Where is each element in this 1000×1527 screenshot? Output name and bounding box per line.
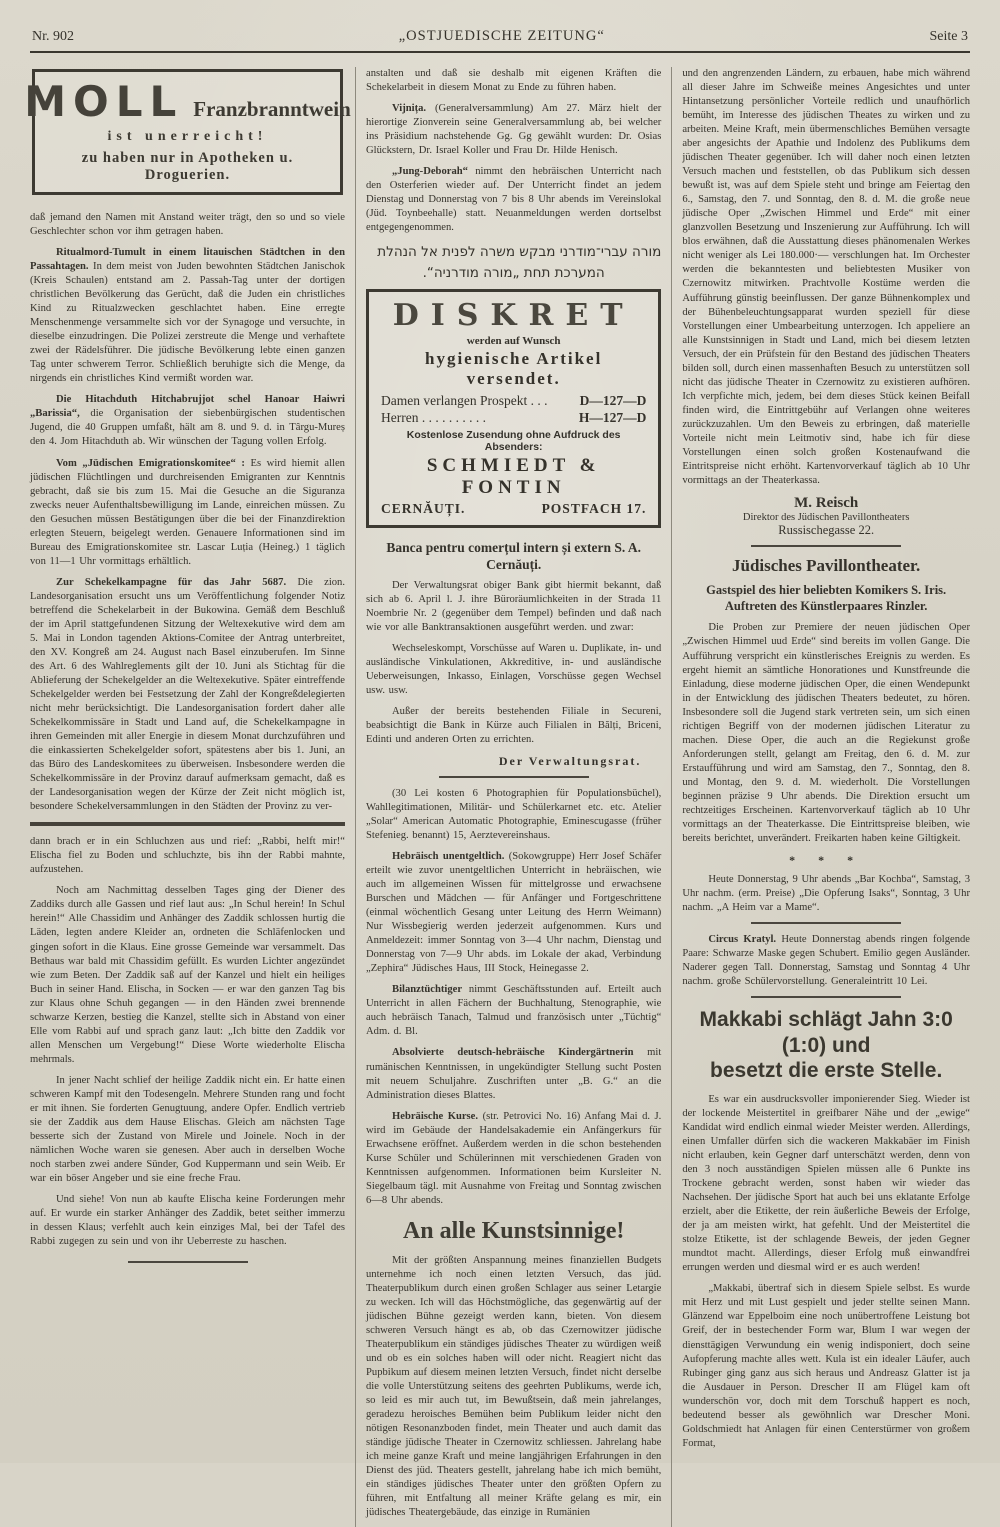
paragraph-lead: Zur Schekelkampagne für das Jahr 5687. (56, 576, 287, 588)
issue-number: Nr. 902 (32, 29, 74, 44)
paragraph-lead: Ritualmord-Tumult in einem litauischen Städtchen in den Passahtagen. (30, 247, 345, 273)
diskret-city: CERNĂUȚI. (381, 500, 466, 516)
paragraph-text: anstalten und daß sie deshalb mit eigenen Kräften die Schekelarbeit in diesem Monat zu Ende zu führen haben. (366, 68, 662, 94)
article-paragraph (30, 576, 345, 815)
moll-slogan: ist unerreicht! (107, 129, 268, 144)
sport-headline-line: Makkabi schlägt Jahn 3:0 (1:0) und (699, 1008, 953, 1057)
section-divider-rule (439, 776, 589, 778)
article-paragraph (30, 884, 345, 1066)
article-paragraph (682, 621, 970, 846)
section-divider-rule (751, 922, 901, 924)
signature-title: Direktor des Jüdischen Pavillontheaters (742, 511, 910, 523)
section-divider-rule (751, 545, 901, 547)
paragraph-text: „Makkabi, übertraf sich in diesem Spiele selbst. Es wurde mit Herz und mit Lust gespielt und jeder stellte seinen Mann. Glänzend war Eppelboim eine noch unübertroffene Leistung bot Greif, der in bestechender Form war, Blum I war wegen der diensttägigen Verwundung ein wenig indisponiert, doch seine Aufopferung machte alles wett. Kula ist ein idealer Läufer, auch Rubinger ging ganz aus sich heraus und Andreasz Glatter ist ja die Ausdauer in Person. Drescher II am Flügel kam oft wunderschön vor, doch mit dem Torschuß happert es noch, bedeutend besser als gewöhnlich war Drescher Moni. Goldschmiedt hat Anlagen für einen Centerstürmer von großem Format, (682, 1283, 970, 1449)
banca-heading-line: Cernăuți. (486, 556, 542, 572)
banca-heading-line: Banca pentru comerțul intern și extern S. A. (386, 539, 641, 555)
article-paragraph (366, 983, 661, 1039)
diskret-title: DISKRET (392, 297, 635, 333)
page-number: Seite 3 (929, 29, 968, 44)
article-paragraph (366, 1254, 661, 1521)
moll-availability: zu haben nur in Apotheken u. Droguerien. (81, 150, 294, 183)
paragraph-lead: Die Hitachduth Hitchabrujjot schel Hanoar Haiwri „Barissia“, (30, 394, 345, 420)
diskret-subtitle: werden auf Wunsch (466, 334, 561, 347)
diskret-note: Kostenlose Zusendung ohne Aufdruck des Absenders: (406, 428, 621, 453)
paragraph-lead: Vijnița. (392, 103, 427, 115)
article-paragraph (30, 211, 345, 239)
paragraph-text: Der Verwaltungsrat obiger Bank gibt hiermit bekannt, daß sich ab 6. April l. J. ihre Büroräumlichkeiten in der Strada 11 Noembrie Nr. 2 (gegenüber dem Tempel) befinden und daß nach wie vor alle Banktransaktionen ausgeführt werden. und zwar: (366, 579, 662, 633)
paragraph-text: (30 Lei kosten 6 Photographien für Populationsbüchel), Wahllegitimationen, Militär- und Schülerkarnet etc. etc. Atelier „Solar“ American Automatic Photographie, Eminescugasse (früher Stefenieg. benannt) 15, Aerztevereinshaus. (366, 787, 662, 842)
theater-subheading-line: Gastspiel des hier beliebten Komikers S. Iris. (706, 582, 947, 597)
paragraph-text: (Sokowgruppe) Herr Josef Schäfer erteilt wie zuvor unentgeltlichen Unterricht in hebräischen, wie auch im allgemeinen Wissen für mittelgrosse und erwachsene Burschen und Mädchen — für Anfänger und Fortgeschrittene (einmal wöchentlich Gesang unter Leitung des Herrn Weimann) Nur Wissbegierig werden jederzeit aufgenommen. Kurs und Anmeldezeit: immer Sonntag von 3—4 Uhr nachm, Dienstag und Donnerstag von 7—9 Uhr abds. im Lokale der akad, Verbindung „Zephira“ Jüdisches Haus, III Stock, Heinegasse 2. (366, 851, 662, 975)
star-separator: * * * (789, 852, 864, 867)
paragraph-text: mit rumänischen Kenntnissen, in ungekündigter Stellung sucht Posten mit neuem Schuljahre. Zuschriften unter „B. G.“ an die Administration dieses Blattes. (366, 1047, 662, 1101)
article-paragraph (366, 67, 661, 95)
paragraph-text: Es wird hiemit allen jüdischen Flüchtlingen und durchreisenden Emigranten zur Kenntnis gebracht, daß sie bis zum 15. Mai die Gesuche an die Siguranza zwecks neuer Aufenthaltsbewilligung im Lande, einreichen müssen. Zu den Gesuchen müssen Bestätigungen über die bei der Finanzdirektion erlegten Steuern, beigelegt werden. Genauere Informationen sind im Bureau des Emigrationskomitee str. Lascar Luția (Heineg.) 1 täglich von 11—1 Uhr vormittags erhältlich. (30, 457, 345, 567)
paragraph-text: nimmt den hebräischen Unterricht nach den Osterferien wieder auf. Der Unterricht findet an jedem Dienstag und Donnerstag von 7 bis 8 Uhr abends im Vereinslokal (Jüd. Toynbeehalle) statt. Neuanmeldungen werden dortselbst entgegengenommen. (366, 166, 662, 234)
article-paragraph (366, 1046, 661, 1102)
paragraph-text: In jener Nacht schlief der heilige Zaddik nicht ein. Er hatte einen schweren Kampf mit den Todesengeln. Mehrere Stunden rang und focht er mit ihnen. Sie forderten Genugtuung, andere Opfer. Endlich vertrieb sie der Zaddik aus dem Hause Elischas. Gleich am nächsten Tage besserte sich der Zustand von Mirele und Joinele. Noch in der nämlichen Woche waren sie genesen. Aber auch in derselben Woche noch starben zwei andere Sünder, God Kuppermann und sein Weib. Er war ein böser Angeber und sie eine freche Frau. (30, 1074, 345, 1184)
paragraph-text: Noch am Nachmittag desselben Tages ging der Diener des Zaddiks durch alle Gassen und rief laut aus: „In Schul herein! In Schul herein!“ Alle Chassidim und Anhänger des Zaddik schlossen hurtig die Läden, legten andere Kleider an, ordneten die Schläfenlocken und gingen sofort in die Klaus. Eine grosse Gemeinde war versammelt. Das Bethaus war bald mit Chassidim gefüllt. Es wurden Lichter angezündet wie zum Beten. Der Zaddik saß auf der Kanzel und hielt ein heiliges Buch in seiner Hand. Elischa, in Socken — er war den ganzen Tag bis zur Klaus ohne Schuh gegangen — in den Händen zwei brennende schwarze Kerzen, bestieg die Kanzel, stellte sich in Abstand von einer Elle vom Rabbi auf und sprach ganz laut: „Ich bitte den Zaddik vor allen Menschen um Vergebung!“ Diese Worte wiederholte Elischa mehrmals. (30, 885, 345, 1065)
paragraph-text: Es war ein ausdrucksvoller imponierender Sieg. Wieder ist der lockende Meistertitel in greifbarer Nähe und der „ewige“ Kandidat wird endlich einmal wieder Meister werden. Allerdings, einen Umfaller dürfen sich die wackeren Makkabäer im Finish nicht erlauben, kein Gegner darf unterschätzt werden, denn von den 3 noch ausständigen Spielen müssen alle 6 Punkte ins Trockene gebracht werden, sonst haben wir wieder das Nachsehen. Der jüdische Sport hat auch bei uns eklatante Erfolge erzielt, aber die Etikette, der rein äußerliche Beweis der Erfolge, der ja am meisten wirkt, hat gefehlt. Und der Meistertitel die stolze Etikette, ist der schlagende Beweis, der jeden Gegner mundtot macht. Allerdings, dieser Erfolg muß einwandfrei errungen werden und diesmal wird er es auch werden! (682, 1093, 970, 1274)
masthead (30, 28, 970, 51)
diskret-pobox: POSTFACH 17. (541, 500, 647, 516)
article-paragraph (366, 850, 661, 976)
story-end-rule (128, 1261, 248, 1263)
paragraph-text: Die zion. Landesorganisation ersucht uns um Veröffentlichung folgender Notiz betreffend die Schekelarbeit in der Bukowina. Gemäß dem Beschluß der im April stattgefundenen Sitzung der Weltexekutive wird dem am 5. Mai in London tagenden Aktions-Comitee der Antrag unterbreitet, den XV. Kongreß am 24. August nach Basel einzuberufen. Im Sinne des Art. 6 des Wahlreglements gilt der 10. Juni als Stichtag für die Ablieferung der Schekelgelder an die Weltexekutive. Später eintreffende Schekelgelder werden bei Festsetzung der Zahl der Kongreßdelegierten nicht mehr berücksichtigt. Die Landesorganisation fordert daher alle Schekelkommissäre in Stadt und Land auf, die Schekelkampagne in ihren Gemeinden mit aller Energie in diesem Monat durchzuführen und die einkassierten Schekelgelder sofort, spätestens aber bis 1. Juni, an das Büro des Landeskomitees zu überweisen. Insbesondere werden die Schekelkommissäre in der Provinz darauf aufmerksam gemacht, daß es der Landesorganisation wegen der Kürze der Zeit nicht möglich ist, besondere Schekelversammlungen in den Städten der Provinz zu ver- (30, 576, 345, 813)
hebrew-line: מורה עברי־מודרני מבקש משרה לפנית אל הנהלת (377, 244, 662, 261)
theater-section-heading: Jüdisches Pavillontheater. (732, 555, 921, 575)
paragraph-text: nimmt Geschäftsstunden auf. Erteilt auch Unterricht in allen Fächern der Buchhaltung, Stenographie, wie auch hebräisch Tanach, Talmud und französisch unter „Tüchtig“ Adm. d. Bl. (366, 984, 662, 1038)
paragraph-lead: „Jung-Deborah“ (392, 166, 468, 178)
diskret-row-code: H—127—D (578, 409, 647, 425)
moll-brand: MOLL (24, 77, 184, 126)
article-paragraph (366, 102, 661, 158)
column-middle (355, 67, 672, 1527)
banca-signature: Der Verwaltungsrat. (498, 753, 642, 768)
paragraph-text: Wechseleskompt, Vorschüsse auf Waren u. Duplikate, in- und ausländische Vinkulationen, Akkreditive, in- und ausländische Ueberweisungen, Inkasso, Einlagen, Vorschüsse gegen Wechsel usw. usw. (366, 642, 662, 696)
paragraph-text: Heute Donnerstag, 9 Uhr abends „Bar Kochba“, Samstag, 3 Uhr nachm. (erm. Preise) „Die Opferung Isaks“, Sonntag, 3 Uhr nachm. „A Heim var a Mame“. (682, 873, 970, 913)
paragraph-text: Außer der bereits bestehenden Filiale in Secureni, beabsichtigt die Bank in Kürze auch Filialen in Bălți, Briceni, Edinti und anderen Orten zu errichten. (366, 705, 662, 745)
banca-heading (366, 540, 661, 574)
moll-advertisement (24, 69, 351, 195)
theater-subheading-line: Auftreten des Künstlerpaares Rinzler. (724, 599, 928, 614)
paragraph-text: Mit der größten Anspannung meines finanziellen Budgets unternehme ich noch einen letzten Versuch, das jüd. Theaterpublikum durch einen großen Schlager aus seiner Letargie zu wecken. Ich will das Höchstmögliche, das gegenwärtig auf der jüdischen Bühne gezeigt werden kann, bieten. Von diesem schweren Versuch hängt es ab, ob das Czernowitzer jüdische Theaterpublikum ein ständiges jüdisches Theater zu würdigen weiß und ob es ein solches haben will oder nicht. Reagiert nicht das Pupbikum auf diesem meinen letzten Versuch, findet nicht derselbe die volle Unterstützung seitens des geehrten Publikums, werde ich, so leid es mir auch tut, im Bewußtsein, daß mein jahrelanges, geradezu heroisches Bemühen beim Publikum leider nicht den nötigen Resonanzboden findet, mein Theater und auch damit das ständige jüdische Theater in Czernowitz schliessen. Jahrelang habe ich meine ganze Kraft und meine langjährigen Erfahrungen in den Dienst des jüd. Theaters gestellt, jahrelang habe ich mich bemüht, ein ständiges jüdisches Theater unter den größten Opfern zu führen, mit Entfaltung all meiner Kräfte gelang es mir, ein jüdisches Theatergebäude, das einzige in Rumänien (366, 1254, 662, 1519)
section-divider-rule (30, 822, 345, 826)
article-paragraph (366, 579, 661, 635)
paragraph-lead: Absolvierte deutsch-hebräische Kindergärtnerin (392, 1047, 634, 1059)
sport-headline-line: besetzt die erste Stelle. (710, 1059, 943, 1083)
paragraph-text: Und siehe! Von nun ab kaufte Elischa keine Forderungen mehr auf. Er wurde ein starker Anhänger des Zaddik, betet seither immerzu in dessen Klaus; verfehlt auch kein einziges Mal, bei der Tafel des Rabbi zugegen zu sein und von ihr Ueberreste zu haschen. (30, 1194, 345, 1248)
diskret-row-code: D—127—D (579, 392, 647, 408)
article-paragraph (30, 457, 345, 569)
moll-product: Franzbranntwein (193, 97, 351, 121)
hebrew-line: המערכת תחת „מורה מודרניה“. (422, 264, 605, 281)
article-paragraph (30, 246, 345, 386)
paragraph-lead: Hebräische Kurse. (392, 1110, 479, 1122)
signature-address: Russischegasse 22. (778, 522, 875, 537)
article-paragraph (30, 835, 345, 877)
paragraph-lead: Bilanztüchtiger (392, 984, 463, 996)
paragraph-text: Die Proben zur Premiere der neuen jüdischen Oper „Zwischen Himmel uud Erde“ sind bereits im vollen Gange. Die Aufführung verspricht ein künstlerisches Ereignis zu werden. Es ergeht hiemit an sämtliche Honorationes und Kunstfreunde die Einladung, diese moderne jüdischen Oper, die einen Wendepunkt in der Entwicklung des jüdischen Theaters bedeutet, zu hören. Insbesondere soll die Jugend stark vertreten sein, um sich einen richtigen Begriff von der modernen jüdischen Literatur zu machen. Diese Oper, die auch an die Regiekunst große Anforderungen stellt, gelangt am Freitag, den 6. d. M. zur Erstaufführung und wird am Samstag, den 7., Sonntag, den 8. und Montag, den 9. d. M. wiederholt. Die Vorstellungen beginnen präzise 9 Uhr abends. Die Direktion ersucht um rechtzeitiges Erscheinen. Kartenvorverkauf täglich ab 10 Uhr vormittags an der Theaterkasse. Die Eintrittspreise bleiben, wie bereits berichtet, unverändert. Freikarten haben keine Giltigkeit. (682, 622, 970, 844)
paragraph-text: In dem meist von Juden bewohnten Städtchen Janischok (Kreis Schaulen) entstand am 2. Passah-Tag unter der dortigen christlichen Bevölkerung das Gerücht, daß die Juden ein christliches Kind zu Ritualzwecken geschlachtet haben. Eine erregte Menschenmenge versammelte sich vor der Synagoge und versuchte, in dieselbe einzudringen. Die Polizei zerstreute die Menge und verhaftete zwei der Rädelsführer. Die jüdische Bevölkerung lebte einen ganzen Tag unter schwerem Terror. Schließlich beruhigte sich die Menge, da nirgends ein christliches Kind vermißt worden war. (30, 261, 345, 385)
theater-subheading (682, 582, 970, 615)
diskret-firm-name: SCHMIEDT & FONTIN (426, 454, 601, 498)
paragraph-text: Heute Donnerstag abends ringen folgende Paare: Schwarze Maske gegen Schubert. Emilio gegen Ausländer. Naderer gegen Tall. Donnerstag, Samstag und Sonntag 4 Uhr nachm. große Schülervorstellung. Generaleintritt 10 Lei. (682, 934, 970, 988)
paragraph-lead: Circus Kratyl. (708, 934, 777, 946)
paragraph-text: und den angrenzenden Ländern, zu erbauen, habe mich während all dieser Jahre im Schweiße meines Angesichtes und unter Hintansetzung persönlicher Vorteile redlich und unaufhörlich bemüht, im Interesse des jüdischen Theates zu wirken und zu arbeiten. Meine Kraft, mein übermenschliches Bemühen versagte aber angesichts der Apathie und Indolenz des Publikums dem jüdischen Theater gegenüber. Ich will daher noch einen letzten Versuch machen und feststellen, ob das Publikum sich dessen bewußt ist, was auf dem Spiele steht und bringe am Feiertag den 6., Samstag, den 7. und Sonntag, den 8. d. M. die große neue jüdische Oper „Zwischen Himmel und Erde“ mit einer glanzvollen Besetzung und Inszenierung zur Aufführung. Ich will blos erwähnen, daß die Ausstattung dieses phänomenalen Werkes nicht weniger als Lei 180.000·— verschlungen hat. Im Orchester werden die bekanntesten und beliebtesten Musiker von Czernowitz mitwirken. Prachtvolle Kostüme werden die Aufführung günstig beeinflussen. Der ganze Bühnenkomplex und der Bühenbeleuchtungsapparat wurden speziell für diese Vorstellungen einer Umbearbeitung unterzogen. Ich appeliere an alle Kunstsinnigen in Stadt und Land, mich bei diesem letzten Versuch, der ein Prüfstein für den Bestand des jüdischen Theaters bilden soll, durch einen massenhaften Besuch zu unterstützen soll nicht das jüdische Theater in Czernowitz zu existieren aufhören. Ich verpfichte mich, jedem, bei dem dieses Stück keinen Beifall finden wird, die Eintrittgebühr auf Verlangen ohne weiteres zurückzuzahlen. Um den Beweis zu erbringen, daß materielle Vorteile nicht mein Leitmotiv sind, habe ich für diese Vorstellungen einen solch großen Kostenaufwand die Eintritspreise nicht erhöht. Kartenvorverkauf täglich ab 10 Uhr vormittags an der Theaterkassa. (682, 68, 970, 486)
article-paragraph (682, 873, 970, 915)
diskret-row-label: Damen verlangen Prospekt . . . (381, 392, 548, 408)
article-paragraph (30, 393, 345, 449)
newspaper-title: „OSTJUEDISCHE ZEITUNG“ (398, 28, 605, 44)
diskret-row-damen (381, 393, 646, 409)
signature-name: M. Reisch (794, 494, 859, 511)
article-paragraph (366, 1110, 661, 1208)
column-left (24, 67, 355, 1527)
article-paragraph (366, 642, 661, 698)
diskret-address-row (381, 501, 646, 517)
hebrew-classified-notice (366, 242, 661, 283)
article-paragraph (30, 1193, 345, 1249)
article-paragraph (366, 705, 661, 747)
paragraph-text: daß jemand den Namen mit Anstand weiter trägt, den so und so viele Geschlechter schon vor ihm getragen haben. (30, 212, 345, 238)
section-divider-rule (751, 996, 901, 998)
diskret-line: hygienische Artikel versendet. (425, 348, 603, 388)
article-paragraph (366, 165, 661, 235)
diskret-advertisement (366, 289, 661, 528)
article-paragraph (682, 1282, 970, 1450)
sport-headline (682, 1007, 970, 1084)
article-paragraph (366, 787, 661, 843)
masthead-rule (30, 51, 970, 53)
article-paragraph (682, 1093, 970, 1275)
paragraph-text: dann brach er in ein Schluchzen aus und rief: „Rabbi, helft mir!“ Elischa fiel zu Boden und schluchzte, bis ihn der Rabbi mahnte, aufzustehen. (30, 836, 345, 876)
paragraph-lead: Vom „Jüdischen Emigrationskomitee“ : (56, 457, 245, 469)
paragraph-lead: Hebräisch unentgeltlich. (392, 851, 505, 863)
diskret-row-label: Herren . . . . . . . . . . (381, 409, 486, 425)
article-paragraph (682, 67, 970, 488)
paragraph-text: (Generalversammlung) Am 27. März hielt der hierortige Zionverein seine Generalversammlung ab, bei welcher ins Präsidium nachstehende Gg. Gg gewählt wurden: Dr. Osias Glückstern, Dr. Israel Koller und Frau Dr. Hilde Henisch. (366, 103, 662, 157)
article-paragraph (682, 933, 970, 989)
column-right (672, 67, 970, 1527)
paragraph-text: (str. Petrovici No. 16) Anfang Mai d. J. wird im Gebäude der Handelsakademie ein Anfängerkurs für Erwachsene eröffnet. Außerdem werden in die schon bestehenden Kurse Schüler und Schülerinnen mit verschiedenen Graden von Kenntnissen aufgenommen. Informationen beim Kursleiter N. Siegelbaum tägl. mit Ausnahme von Freitag und Sonntag zwischen 6—8 Uhr abends. (366, 1110, 662, 1206)
article-paragraph (30, 1074, 345, 1186)
paragraph-text: die Organisation der siebenbürgischen studentischen Jugend, die 40 Gruppen umfaßt, hält am 8. und 9. d. in Târgu-Mureș den 4. Jom Hitachduth ab. Wir wünschen der Tagung vollen Erfolg. (30, 408, 345, 448)
appeal-headline: An alle Kunstsinnige! (402, 1217, 625, 1244)
diskret-row-herren (381, 410, 646, 426)
